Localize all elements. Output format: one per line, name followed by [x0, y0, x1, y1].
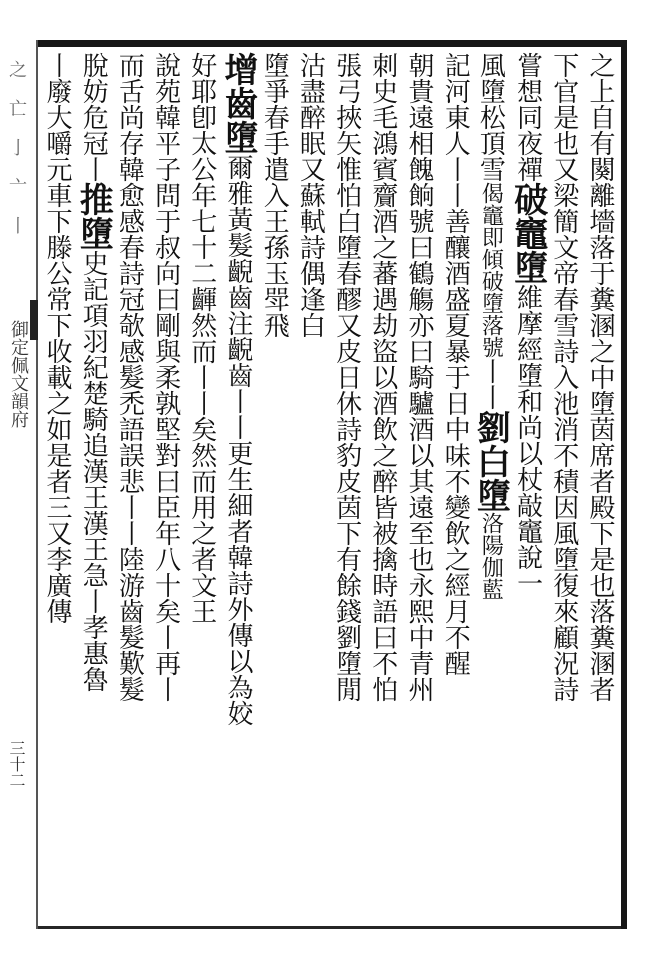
column-text: 刺史毛鴻賓齎酒之蕃遇劫盜以酒飲之醉皆被擒時語曰不怕 [367, 52, 398, 702]
text-column [438, 52, 471, 924]
column-text: 爾雅黃髮齯齒注齯齒丨丨更生細者韓詩外傳以為姣 [223, 154, 253, 726]
column-text: 偈竈即傾破墮落號 [478, 182, 504, 358]
text-column [185, 52, 218, 924]
text-column [330, 52, 363, 924]
text-column [547, 52, 580, 924]
page-number: 三十二 [7, 740, 26, 788]
column-text: 說苑韓平子問于叔向曰剛與柔孰堅對曰臣年八十矣丨再丨 [150, 52, 181, 702]
column-text: 好耶卽太公年七十二齳然而丨丨矣然而用之者文王 [186, 52, 217, 624]
text-column [218, 52, 258, 924]
column-text: 元車下滕公常下收載之如是者三又李廣傳 [42, 156, 72, 624]
text-column [507, 52, 548, 924]
margin-title: 御定佩文韻府 [8, 320, 29, 428]
text-column [112, 52, 145, 924]
text-column [470, 52, 511, 924]
entry-heading: 齒墮 [218, 86, 258, 154]
page-border-right [621, 40, 627, 929]
column-text: 史記項羽紀楚騎追漢王漢王急丨孝惠魯 [78, 250, 109, 692]
text-column [149, 52, 182, 924]
entry-heading: 劉白墮 [470, 410, 511, 512]
entry-heading: 破竈墮 [507, 182, 548, 284]
text-column [257, 52, 290, 924]
margin-black-mark [30, 300, 38, 340]
column-text: 張弓挾矢惟怕白墮春醪又皮日休詩豹皮茵下有餘錢劉墮閒 [331, 52, 362, 702]
margin-top-note: 之 亡 亅 亠 丨 [6, 60, 27, 234]
text-column [293, 52, 326, 924]
entry-heading: 推墮 [73, 182, 114, 250]
page-border-left [36, 40, 38, 929]
column-text: 之上自有闋離墻落于糞溷之中墮茵席者殿下是也落糞溷者 [585, 52, 615, 702]
text-column [40, 52, 73, 924]
entry-heading: 增 [218, 52, 258, 86]
column-text: 丨廢大嚼 [42, 52, 72, 156]
column-text: 洛陽伽藍 [478, 512, 504, 600]
column-text: 沽盡醉眠又蘇軾詩偶逢白 [295, 52, 326, 338]
column-text: 嘗想同夜禪 [512, 52, 543, 182]
column-text: 風墮松頂雪 [475, 52, 506, 182]
column-text: 墮爭春手遣入王孫玉斝飛 [259, 52, 290, 338]
column-text: 維摩經墮和尚以杖敲竈說一 [512, 284, 543, 596]
column-text: 丨丨 [475, 358, 506, 410]
column-text: 而舌尚存韓愈感春詩冠欹感髮禿語誤悲丨丨陸游齒髮歎髮 [114, 52, 145, 702]
page-border-bottom [36, 926, 626, 929]
column-text: 朝貴遠相餽餉號曰鶴觴亦曰騎驢酒以其遠至也永熙中青州 [404, 52, 434, 702]
text-column [73, 52, 114, 924]
text-column [366, 52, 399, 924]
column-text: 脫妨危冠丨 [78, 52, 109, 182]
page-border-top [36, 40, 626, 47]
column-text: 下官是也又梁簡文帝春雪詩入池消不積因風墮復來顧況詩 [548, 52, 579, 702]
column-text: 記河東人丨丨善釀酒盛夏暴于日中味不變飲之經月不醒 [440, 52, 471, 676]
text-column [402, 52, 435, 924]
text-column [583, 52, 616, 924]
